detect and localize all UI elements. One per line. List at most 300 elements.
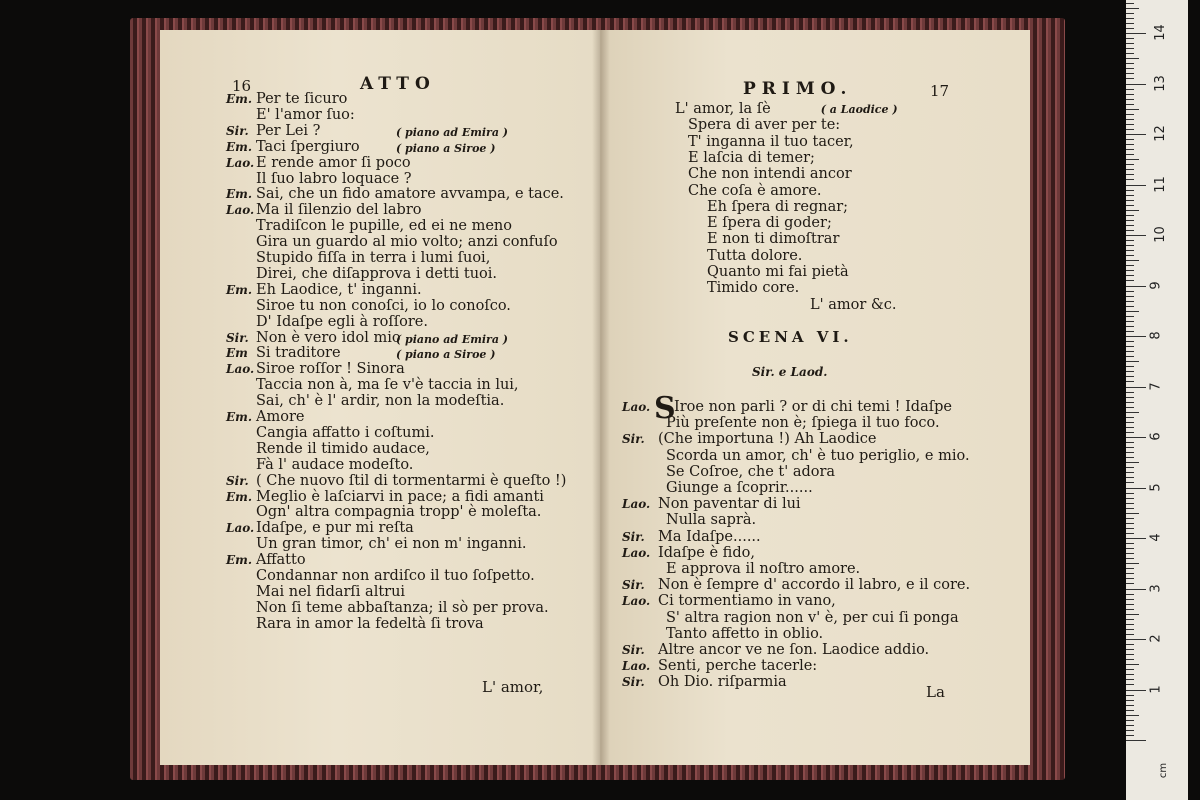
ruler-tick bbox=[1126, 169, 1134, 170]
line-text: Taci ſpergiuro bbox=[256, 138, 360, 155]
speaker-label: Sir. bbox=[622, 675, 645, 690]
ruler-tick bbox=[1126, 599, 1134, 600]
ruler-number: 7 bbox=[1148, 381, 1164, 391]
ruler-number: 12 bbox=[1152, 125, 1168, 142]
ruler-tick bbox=[1126, 351, 1134, 352]
line-text: Eh Laodice, t' inganni. bbox=[256, 281, 422, 298]
aria-text: T' inganna il tuo tacer, bbox=[688, 133, 854, 150]
ruler-tick bbox=[1126, 690, 1146, 691]
ruler-tick bbox=[1126, 417, 1134, 418]
line-text: Tradiſcon le pupille, ed ei ne meno bbox=[256, 218, 513, 235]
ruler-number: 9 bbox=[1148, 280, 1164, 290]
ruler-tick bbox=[1126, 644, 1134, 645]
ruler-number: 10 bbox=[1152, 226, 1168, 243]
ruler-tick bbox=[1126, 508, 1134, 509]
ruler-tick bbox=[1126, 518, 1134, 519]
ruler-tick bbox=[1126, 503, 1134, 504]
aria-line bbox=[707, 265, 849, 281]
ruler-tick bbox=[1126, 316, 1134, 317]
ruler-tick bbox=[1126, 230, 1134, 231]
ruler-tick bbox=[1126, 578, 1134, 579]
aria-text: L' amor, la ſè bbox=[675, 101, 771, 117]
line-text: Non paventar di lui bbox=[658, 496, 801, 513]
dialog-line bbox=[622, 562, 860, 578]
ruler-tick bbox=[1126, 336, 1146, 337]
line-text: Scorda un amor, ch' è tuo periglio, e mio. bbox=[666, 447, 970, 464]
speaker-label: Lao. bbox=[622, 400, 651, 414]
aria-line bbox=[688, 118, 840, 134]
line-text: Nulla saprà. bbox=[666, 512, 757, 529]
line-text: Oh Dio. riſparmia bbox=[658, 674, 787, 691]
dialog-line bbox=[622, 659, 817, 675]
ruler-tick bbox=[1126, 346, 1134, 347]
ruler-tick bbox=[1126, 139, 1134, 140]
ruler-tick bbox=[1126, 649, 1134, 650]
dialog-line bbox=[622, 530, 761, 546]
ruler-tick bbox=[1126, 18, 1134, 19]
line-text: Ma il ſilenzio del labro bbox=[256, 202, 422, 219]
ruler-tick bbox=[1126, 376, 1134, 377]
ruler-tick bbox=[1126, 286, 1146, 287]
line-text: Taccia non à, ma ſe v'è taccia in lui, bbox=[256, 377, 519, 394]
ruler-tick bbox=[1126, 568, 1134, 569]
ruler-tick bbox=[1126, 164, 1134, 165]
speaker-label: Em. bbox=[226, 92, 253, 106]
aria-text: Che coſa è amore. bbox=[688, 182, 822, 199]
line-text: Mai nel fidarſi altrui bbox=[256, 583, 406, 600]
ruler-number: 11 bbox=[1152, 175, 1168, 193]
line-text: E rende amor ſi poco bbox=[256, 154, 411, 171]
ruler-tick bbox=[1126, 260, 1139, 261]
text-line bbox=[226, 585, 405, 601]
ruler-tick bbox=[1126, 326, 1134, 327]
ruler-tick bbox=[1126, 442, 1134, 443]
ruler-tick bbox=[1126, 740, 1146, 741]
line-text: Rara in amor la fedeltà ſi trova bbox=[256, 615, 484, 632]
text-line bbox=[226, 426, 434, 442]
stage-direction: ( piano ad Emira ) bbox=[396, 125, 509, 139]
measuring-ruler bbox=[1126, 0, 1188, 800]
dialog-line bbox=[622, 578, 970, 594]
line-text: Amore bbox=[256, 409, 305, 425]
ruler-tick bbox=[1126, 361, 1139, 362]
ruler-tick bbox=[1126, 68, 1134, 69]
line-text: Ogn' altra compagnia tropp' è moleſta. bbox=[256, 504, 542, 521]
line-text: Non ſi teme abbaſtanza; il sò per prova. bbox=[256, 599, 549, 616]
text-line bbox=[226, 553, 306, 569]
ruler-tick bbox=[1126, 513, 1139, 514]
ruler-tick bbox=[1126, 482, 1134, 483]
aria-text: Spera di aver per te: bbox=[688, 117, 841, 134]
speaker-label: Em bbox=[226, 346, 248, 361]
speaker-label: Sir. bbox=[622, 643, 645, 657]
ruler-tick bbox=[1126, 33, 1146, 34]
ruler-tick bbox=[1126, 609, 1134, 610]
line-text: D' Idaſpe egli à roſſore. bbox=[256, 313, 428, 330]
page-number-right: 17 bbox=[930, 82, 950, 100]
ruler-tick bbox=[1126, 124, 1134, 125]
line-text: Un gran timor, ch' ei non m' inganni. bbox=[256, 536, 527, 553]
line-text: Ci tormentiamo in vano, bbox=[658, 593, 836, 610]
ruler-tick bbox=[1126, 38, 1134, 39]
ruler-tick bbox=[1126, 225, 1134, 226]
aria-line bbox=[675, 102, 898, 118]
ruler-number: 1 bbox=[1148, 684, 1164, 694]
line-text: Il ſuo labro loquace ? bbox=[256, 170, 412, 187]
ruler-tick bbox=[1126, 13, 1134, 14]
line-text: Direi, che diſapprova i detti tuoi. bbox=[256, 265, 498, 282]
line-text: Per te ſicuro bbox=[256, 91, 348, 107]
drop-cap: S bbox=[654, 391, 676, 426]
speaker-label: Lao. bbox=[622, 594, 651, 609]
ruler-tick bbox=[1126, 533, 1134, 534]
dialog-line bbox=[622, 513, 756, 529]
dialog-line bbox=[622, 449, 970, 465]
ruler-tick bbox=[1126, 412, 1139, 413]
text-line bbox=[226, 267, 497, 283]
ruler-unit: cm bbox=[1158, 762, 1170, 779]
ruler-tick bbox=[1126, 104, 1134, 105]
scene-characters: Sir. e Laod. bbox=[752, 365, 828, 379]
ruler-tick bbox=[1126, 205, 1134, 206]
ruler-tick bbox=[1126, 583, 1134, 584]
ruler-tick bbox=[1126, 371, 1134, 372]
ruler-tick bbox=[1126, 275, 1134, 276]
ruler-tick bbox=[1126, 407, 1134, 408]
speaker-label: Sir. bbox=[226, 473, 249, 488]
ruler-tick bbox=[1126, 614, 1139, 615]
text-line bbox=[226, 362, 405, 378]
ruler-tick bbox=[1126, 84, 1146, 85]
dialog-line bbox=[622, 675, 787, 691]
text-line bbox=[226, 235, 558, 251]
text-line bbox=[226, 442, 430, 458]
ruler-tick bbox=[1126, 99, 1134, 100]
ruler-tick bbox=[1126, 220, 1134, 221]
text-line bbox=[226, 138, 496, 156]
speaker-label: Lao. bbox=[226, 203, 255, 218]
text-line bbox=[226, 537, 527, 553]
text-line bbox=[226, 283, 422, 299]
ruler-number: 8 bbox=[1148, 331, 1164, 340]
dialog-line bbox=[622, 465, 835, 481]
ruler-tick bbox=[1126, 387, 1146, 388]
aria-text: E laſcia di temer; bbox=[688, 149, 815, 166]
ruler-number: 2 bbox=[1148, 634, 1164, 643]
line-text: E approva il noſtro amore. bbox=[666, 561, 861, 577]
ruler-tick bbox=[1126, 548, 1134, 549]
ruler-tick bbox=[1126, 397, 1134, 398]
ruler-tick bbox=[1126, 210, 1139, 211]
ruler-tick bbox=[1126, 109, 1139, 110]
speaker-label: Sir. bbox=[622, 578, 645, 593]
line-text: Tanto affetto in oblio. bbox=[666, 625, 824, 642]
aria-text: Timido core. bbox=[707, 280, 800, 297]
aria-line bbox=[707, 249, 802, 265]
ruler-tick bbox=[1126, 144, 1134, 145]
line-text: Sai, ch' è l' ardir, non la modeſtia. bbox=[256, 393, 505, 410]
book-gutter bbox=[592, 30, 610, 765]
text-line bbox=[226, 299, 511, 315]
catchword-right: La bbox=[926, 683, 945, 701]
right-page bbox=[600, 30, 1030, 765]
ruler-tick bbox=[1126, 8, 1139, 9]
ruler-number: 3 bbox=[1148, 583, 1164, 593]
ruler-tick bbox=[1126, 245, 1134, 246]
speaker-label: Lao. bbox=[226, 362, 255, 377]
text-line bbox=[226, 505, 541, 521]
aria-text: E non ti dimoſtrar bbox=[707, 231, 840, 248]
text-line bbox=[226, 345, 496, 362]
running-head-left: ATTO bbox=[360, 74, 436, 94]
ruler-number: 5 bbox=[1148, 482, 1164, 492]
running-head-right: PRIMO. bbox=[743, 79, 853, 99]
line-text: ( Che nuovo ſtil di tormentarmi è queſto !) bbox=[256, 472, 567, 489]
ruler-tick bbox=[1126, 114, 1134, 115]
aria-line bbox=[688, 167, 852, 183]
ruler-tick bbox=[1126, 356, 1134, 357]
ruler-tick bbox=[1126, 331, 1134, 332]
line-text: Stupido fiſſa in terra i lumi ſuoi, bbox=[256, 250, 491, 266]
ruler-tick bbox=[1126, 523, 1134, 524]
line-text: E' l'amor ſuo: bbox=[256, 106, 355, 123]
speaker-label: Sir. bbox=[226, 123, 249, 138]
ruler-tick bbox=[1126, 402, 1134, 403]
aria-text: E ſpera di goder; bbox=[707, 215, 832, 232]
ruler-tick bbox=[1126, 467, 1134, 468]
text-line bbox=[226, 601, 549, 617]
text-line bbox=[226, 490, 544, 506]
dialog-line bbox=[622, 416, 940, 432]
ruler-tick bbox=[1126, 543, 1134, 544]
ruler-tick bbox=[1126, 654, 1134, 655]
aria-line bbox=[688, 135, 854, 151]
dialog-line bbox=[622, 497, 801, 513]
line-text: Gira un guardo al mio volto; anzi confuſo bbox=[256, 234, 558, 251]
line-text: Si traditore bbox=[256, 345, 341, 362]
ruler-tick bbox=[1126, 488, 1146, 489]
ruler-tick bbox=[1126, 720, 1134, 721]
ruler-tick bbox=[1126, 119, 1134, 120]
ruler-tick bbox=[1126, 735, 1134, 736]
ruler-tick bbox=[1126, 306, 1134, 307]
text-line bbox=[226, 122, 509, 140]
ruler-tick bbox=[1126, 629, 1134, 630]
ruler-tick bbox=[1126, 604, 1134, 605]
line-text: S' altra ragion non v' è, per cui ſi ponga bbox=[666, 609, 959, 626]
ruler-tick bbox=[1126, 89, 1134, 90]
ruler-tick bbox=[1126, 553, 1134, 554]
ruler-tick bbox=[1126, 624, 1134, 625]
ruler-tick bbox=[1126, 23, 1134, 24]
dialog-line bbox=[622, 432, 877, 448]
ruler-tick bbox=[1126, 134, 1146, 135]
dialog-line bbox=[622, 481, 813, 497]
stage-direction: ( piano a Siroe ) bbox=[396, 348, 496, 362]
line-text: Non è ſempre d' accordo il labro, e il core. bbox=[658, 577, 971, 594]
ruler-tick bbox=[1126, 255, 1134, 256]
ruler-tick bbox=[1126, 432, 1134, 433]
ruler-tick bbox=[1126, 684, 1134, 685]
text-line bbox=[226, 474, 566, 490]
ruler-tick bbox=[1126, 250, 1134, 251]
ruler-tick bbox=[1126, 159, 1139, 160]
ruler-tick bbox=[1126, 296, 1134, 297]
line-text: Siroe tu non conoſci, io lo conoſco. bbox=[256, 297, 511, 314]
text-line bbox=[226, 187, 564, 203]
catchword-left: L' amor, bbox=[482, 678, 544, 696]
ruler-tick bbox=[1126, 190, 1134, 191]
text-line bbox=[226, 219, 512, 235]
ruler-tick bbox=[1126, 265, 1134, 266]
speaker-label: Sir. bbox=[226, 330, 249, 345]
ruler-tick bbox=[1126, 129, 1134, 130]
text-line bbox=[226, 203, 422, 219]
line-text: Per Lei ? bbox=[256, 122, 321, 139]
ruler-tick bbox=[1126, 730, 1134, 731]
ruler-tick bbox=[1126, 710, 1134, 711]
text-line bbox=[226, 315, 428, 331]
ruler-tick bbox=[1126, 659, 1134, 660]
text-line bbox=[226, 92, 347, 108]
speaker-label: Lao. bbox=[226, 155, 255, 170]
ruler-number: 13 bbox=[1152, 74, 1168, 92]
line-text: Siroe roſſor ! Sinora bbox=[256, 361, 405, 378]
speaker-label: Lao. bbox=[622, 545, 651, 560]
ruler-number: 4 bbox=[1148, 533, 1164, 542]
ruler-tick bbox=[1126, 149, 1134, 150]
stage-direction: ( piano ad Emira ) bbox=[396, 332, 509, 346]
ruler-tick bbox=[1126, 291, 1134, 292]
ruler-tick bbox=[1126, 63, 1134, 64]
text-line bbox=[226, 108, 355, 124]
text-line bbox=[226, 521, 414, 537]
aria-text: L' amor &c. bbox=[810, 296, 897, 313]
line-text: Giunge a ſcoprir...... bbox=[666, 480, 813, 496]
ruler-number: 6 bbox=[1148, 432, 1164, 441]
line-text: Rende il timido audace, bbox=[256, 440, 430, 457]
ruler-tick bbox=[1126, 589, 1146, 590]
speaker-label: Lao. bbox=[622, 497, 651, 512]
ruler-tick bbox=[1126, 381, 1134, 382]
text-line bbox=[226, 378, 519, 394]
line-text: Più preſente non è; ſpiega il tuo foco. bbox=[666, 415, 940, 432]
ruler-tick bbox=[1126, 235, 1146, 236]
ruler-tick bbox=[1126, 240, 1134, 241]
ruler-tick bbox=[1126, 457, 1134, 458]
ruler-tick bbox=[1126, 700, 1134, 701]
line-text: Ma Idaſpe...... bbox=[658, 528, 761, 545]
text-line bbox=[226, 156, 411, 172]
ruler-tick bbox=[1126, 493, 1134, 494]
line-text: Idaſpe, e pur mi reſta bbox=[256, 520, 414, 537]
ruler-tick bbox=[1126, 311, 1139, 312]
ruler-tick bbox=[1126, 427, 1134, 428]
ruler-tick bbox=[1126, 3, 1134, 4]
aria-text: Tutta dolore. bbox=[707, 247, 803, 264]
ruler-tick bbox=[1126, 422, 1134, 423]
ruler-tick bbox=[1126, 195, 1134, 196]
speaker-label: Lao. bbox=[226, 521, 255, 536]
line-text: Condannar non ardiſco il tuo ſoſpetto. bbox=[256, 568, 535, 584]
text-line bbox=[226, 458, 413, 474]
ruler-tick bbox=[1126, 669, 1134, 670]
ruler-tick bbox=[1126, 179, 1134, 180]
ruler-tick bbox=[1126, 558, 1134, 559]
ruler-tick bbox=[1126, 477, 1134, 478]
ruler-tick bbox=[1126, 321, 1134, 322]
ruler-tick bbox=[1126, 43, 1134, 44]
ruler-tick bbox=[1126, 452, 1134, 453]
text-line bbox=[226, 394, 504, 410]
ruler-tick bbox=[1126, 573, 1134, 574]
line-text: Cangia affatto i coſtumi. bbox=[256, 424, 435, 441]
ruler-tick bbox=[1126, 215, 1134, 216]
ruler-tick bbox=[1126, 392, 1134, 393]
speaker-label: Sir. bbox=[622, 529, 645, 544]
aria-line bbox=[707, 200, 848, 216]
line-text: Iroe non parli ? or di chi temi ! Idaſpe bbox=[674, 399, 952, 415]
line-text: Affatto bbox=[256, 552, 306, 569]
ruler-tick bbox=[1126, 48, 1134, 49]
ruler-tick bbox=[1126, 462, 1139, 463]
ruler-tick bbox=[1126, 154, 1134, 155]
aria-text: Che non intendi ancor bbox=[688, 166, 852, 183]
aria-line bbox=[707, 281, 799, 297]
ruler-tick bbox=[1126, 78, 1134, 79]
ruler-tick bbox=[1126, 58, 1139, 59]
ruler-tick bbox=[1126, 715, 1139, 716]
ruler-tick bbox=[1126, 639, 1146, 640]
dialog-line bbox=[622, 611, 959, 627]
line-text: Meglio è laſciarvi in pace; a fidi amanti bbox=[256, 488, 544, 505]
line-text: Non è vero idol mio bbox=[256, 329, 401, 346]
ruler-tick bbox=[1126, 28, 1134, 29]
dialog-line bbox=[622, 594, 836, 610]
ruler-tick bbox=[1126, 634, 1134, 635]
dialog-line bbox=[622, 643, 929, 659]
aria-line bbox=[707, 232, 839, 248]
ruler-tick bbox=[1126, 674, 1134, 675]
ruler-tick bbox=[1126, 200, 1134, 201]
ruler-tick bbox=[1126, 447, 1134, 448]
speaker-label: Lao. bbox=[622, 659, 651, 674]
aria-text: Eh ſpera di regnar; bbox=[707, 198, 849, 215]
aria-line bbox=[688, 151, 815, 167]
text-line bbox=[226, 617, 484, 633]
ruler-tick bbox=[1126, 341, 1134, 342]
speaker-label: Em. bbox=[226, 139, 253, 154]
ruler-tick bbox=[1126, 472, 1134, 473]
line-text: Altre ancor ve ne ſon. Laodice addio. bbox=[658, 642, 930, 658]
ruler-tick bbox=[1126, 94, 1134, 95]
ruler-tick bbox=[1126, 498, 1134, 499]
ruler-tick bbox=[1126, 695, 1134, 696]
line-text: Fà l' audace modeſto. bbox=[256, 456, 414, 473]
ruler-tick bbox=[1126, 366, 1134, 367]
ruler-tick bbox=[1126, 73, 1134, 74]
speaker-label: Em. bbox=[226, 282, 253, 297]
line-text: Sai, che un fido amatore avvampa, e tace. bbox=[256, 186, 564, 203]
ruler-tick bbox=[1126, 185, 1146, 186]
line-text: (Che importuna !) Ah Laodice bbox=[658, 431, 877, 448]
aria-text: Quanto mi fai pietà bbox=[707, 264, 849, 280]
dialog-line bbox=[622, 627, 823, 643]
dialog-line bbox=[622, 546, 755, 562]
ruler-tick bbox=[1126, 664, 1139, 665]
ruler-tick bbox=[1126, 301, 1134, 302]
text-line bbox=[226, 410, 304, 426]
